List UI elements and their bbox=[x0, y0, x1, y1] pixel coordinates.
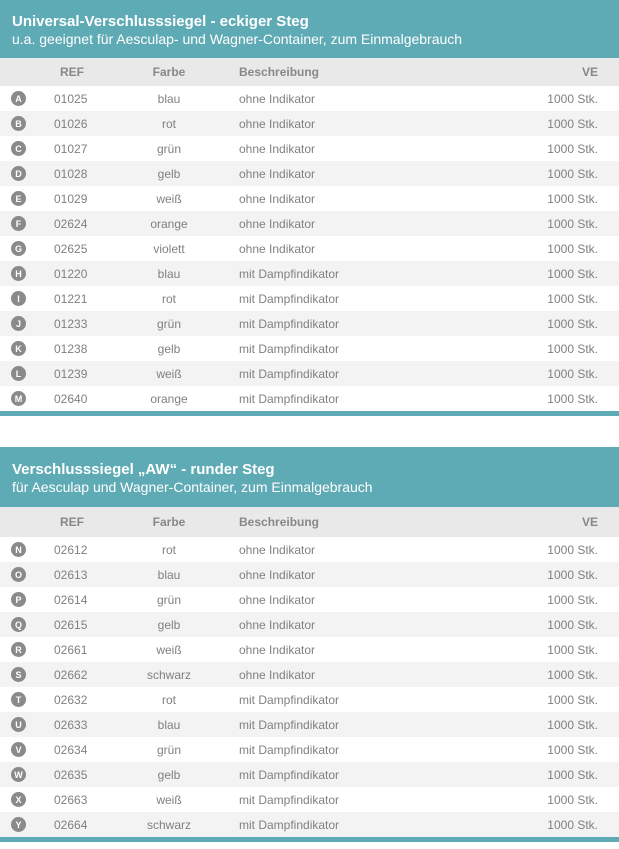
column-header-ve: VE bbox=[581, 65, 598, 79]
cell-farbe: weiß bbox=[156, 792, 182, 807]
table-row bbox=[0, 361, 619, 386]
cell-beschreibung: ohne Indikator bbox=[239, 91, 316, 106]
section-footer-bar bbox=[0, 411, 619, 416]
column-header-beschreibung: Beschreibung bbox=[239, 515, 320, 529]
cell-beschreibung: ohne Indikator bbox=[239, 542, 316, 557]
cell-beschreibung: ohne Indikator bbox=[239, 216, 316, 231]
row-letter-badge: U bbox=[11, 717, 26, 732]
cell-farbe: grün bbox=[156, 742, 182, 757]
cell-farbe: blau bbox=[157, 567, 181, 582]
table-row bbox=[0, 562, 619, 587]
cell-ref: 02612 bbox=[54, 542, 88, 557]
row-letter-badge: N bbox=[11, 542, 26, 557]
cell-farbe: gelb bbox=[157, 767, 181, 782]
cell-farbe: gelb bbox=[157, 341, 181, 356]
cell-ref: 02614 bbox=[54, 592, 88, 607]
table-body bbox=[0, 86, 619, 411]
table-row bbox=[0, 211, 619, 236]
table-row bbox=[0, 762, 619, 787]
cell-farbe: rot bbox=[161, 542, 176, 557]
cell-beschreibung: mit Dampfindikator bbox=[239, 316, 340, 331]
cell-farbe: rot bbox=[161, 116, 176, 131]
row-letter-badge: R bbox=[11, 642, 26, 657]
row-letter-badge: P bbox=[11, 592, 26, 607]
cell-ve: 1000 Stk. bbox=[547, 717, 598, 732]
row-letter-badge: C bbox=[11, 141, 26, 156]
cell-ve: 1000 Stk. bbox=[547, 341, 598, 356]
cell-ref: 02640 bbox=[54, 391, 88, 406]
row-letter-badge: M bbox=[11, 391, 26, 406]
table-row bbox=[0, 787, 619, 812]
cell-ve: 1000 Stk. bbox=[547, 642, 598, 657]
table-row bbox=[0, 286, 619, 311]
row-letter-badge: W bbox=[11, 767, 26, 782]
cell-ve: 1000 Stk. bbox=[547, 366, 598, 381]
row-letter-badge: K bbox=[11, 341, 26, 356]
table-row bbox=[0, 136, 619, 161]
cell-ref: 02613 bbox=[54, 567, 88, 582]
cell-beschreibung: mit Dampfindikator bbox=[239, 366, 340, 381]
cell-beschreibung: mit Dampfindikator bbox=[239, 767, 340, 782]
cell-ve: 1000 Stk. bbox=[547, 767, 598, 782]
cell-ref: 02664 bbox=[54, 817, 88, 832]
table-row bbox=[0, 261, 619, 286]
cell-ve: 1000 Stk. bbox=[547, 742, 598, 757]
cell-farbe: violett bbox=[153, 241, 185, 256]
table-row bbox=[0, 662, 619, 687]
row-letter-badge: J bbox=[11, 316, 26, 331]
cell-ve: 1000 Stk. bbox=[547, 617, 598, 632]
cell-ref: 01220 bbox=[54, 266, 88, 281]
column-header-row bbox=[0, 58, 619, 86]
row-letter-badge: A bbox=[11, 91, 26, 106]
cell-ve: 1000 Stk. bbox=[547, 191, 598, 206]
table-row bbox=[0, 86, 619, 111]
cell-beschreibung: ohne Indikator bbox=[239, 567, 316, 582]
cell-beschreibung: mit Dampfindikator bbox=[239, 341, 340, 356]
cell-ref: 02615 bbox=[54, 617, 88, 632]
column-header-ref: REF bbox=[60, 515, 84, 529]
cell-ref: 02624 bbox=[54, 216, 88, 231]
section-subtitle: für Aesculap und Wagner-Container, zum Einmalgebrauch bbox=[12, 479, 373, 495]
cell-ref: 02632 bbox=[54, 692, 88, 707]
cell-farbe: blau bbox=[157, 717, 181, 732]
table-row bbox=[0, 386, 619, 411]
cell-farbe: gelb bbox=[157, 166, 181, 181]
table-row bbox=[0, 186, 619, 211]
section-header bbox=[0, 0, 619, 58]
cell-farbe: schwarz bbox=[146, 667, 191, 682]
row-letter-badge: Q bbox=[11, 617, 26, 632]
section-title: Verschlusssiegel „AW“ - runder Steg bbox=[12, 461, 275, 478]
cell-ve: 1000 Stk. bbox=[547, 542, 598, 557]
cell-ve: 1000 Stk. bbox=[547, 291, 598, 306]
cell-beschreibung: mit Dampfindikator bbox=[239, 266, 340, 281]
row-letter-badge: X bbox=[11, 792, 26, 807]
cell-farbe: orange bbox=[150, 391, 188, 406]
table-row bbox=[0, 161, 619, 186]
cell-ref: 02635 bbox=[54, 767, 88, 782]
cell-beschreibung: ohne Indikator bbox=[239, 241, 316, 256]
table-row bbox=[0, 637, 619, 662]
column-header-farbe: Farbe bbox=[152, 65, 186, 79]
column-header-ve: VE bbox=[581, 515, 598, 529]
cell-ref: 01239 bbox=[54, 366, 88, 381]
cell-farbe: blau bbox=[157, 91, 181, 106]
cell-ref: 02663 bbox=[54, 792, 88, 807]
cell-farbe: blau bbox=[157, 266, 181, 281]
cell-beschreibung: ohne Indikator bbox=[239, 116, 316, 131]
cell-farbe: weiß bbox=[156, 191, 182, 206]
section-header bbox=[0, 447, 619, 507]
table-row bbox=[0, 587, 619, 612]
cell-ve: 1000 Stk. bbox=[547, 667, 598, 682]
cell-beschreibung: mit Dampfindikator bbox=[239, 692, 340, 707]
cell-ref: 01233 bbox=[54, 316, 88, 331]
column-header-ref: REF bbox=[60, 65, 84, 79]
cell-ve: 1000 Stk. bbox=[547, 391, 598, 406]
cell-ref: 01029 bbox=[54, 191, 88, 206]
cell-ref: 01026 bbox=[54, 116, 88, 131]
table-row bbox=[0, 612, 619, 637]
cell-farbe: rot bbox=[161, 291, 176, 306]
cell-beschreibung: mit Dampfindikator bbox=[239, 792, 340, 807]
cell-ve: 1000 Stk. bbox=[547, 817, 598, 832]
cell-farbe: grün bbox=[156, 141, 182, 156]
cell-beschreibung: ohne Indikator bbox=[239, 667, 316, 682]
row-letter-badge: L bbox=[11, 366, 26, 381]
cell-beschreibung: mit Dampfindikator bbox=[239, 291, 340, 306]
cell-ve: 1000 Stk. bbox=[547, 141, 598, 156]
cell-beschreibung: ohne Indikator bbox=[239, 141, 316, 156]
product-table-aw bbox=[0, 447, 619, 842]
cell-ve: 1000 Stk. bbox=[547, 216, 598, 231]
cell-ve: 1000 Stk. bbox=[547, 567, 598, 582]
cell-beschreibung: ohne Indikator bbox=[239, 642, 316, 657]
cell-beschreibung: mit Dampfindikator bbox=[239, 817, 340, 832]
column-header-beschreibung: Beschreibung bbox=[239, 65, 320, 79]
row-letter-badge: E bbox=[11, 191, 26, 206]
cell-farbe: weiß bbox=[156, 366, 182, 381]
cell-farbe: grün bbox=[156, 592, 182, 607]
cell-ref: 01028 bbox=[54, 166, 88, 181]
table-row bbox=[0, 311, 619, 336]
table-row bbox=[0, 712, 619, 737]
table-row bbox=[0, 687, 619, 712]
cell-beschreibung: mit Dampfindikator bbox=[239, 717, 340, 732]
cell-ve: 1000 Stk. bbox=[547, 692, 598, 707]
cell-ref: 02633 bbox=[54, 717, 88, 732]
cell-beschreibung: ohne Indikator bbox=[239, 166, 316, 181]
cell-ref: 01025 bbox=[54, 91, 88, 106]
row-letter-badge: T bbox=[11, 692, 26, 707]
table-row bbox=[0, 812, 619, 837]
table-row bbox=[0, 111, 619, 136]
column-header-farbe: Farbe bbox=[152, 515, 186, 529]
cell-beschreibung: mit Dampfindikator bbox=[239, 742, 340, 757]
table-row bbox=[0, 537, 619, 562]
cell-ref: 02662 bbox=[54, 667, 88, 682]
cell-ve: 1000 Stk. bbox=[547, 116, 598, 131]
section-footer-bar bbox=[0, 837, 619, 842]
cell-farbe: weiß bbox=[156, 642, 182, 657]
section-subtitle: u.a. geeignet für Aesculap- und Wagner-Container, zum Einmalgebrauch bbox=[12, 31, 463, 47]
cell-beschreibung: mit Dampfindikator bbox=[239, 391, 340, 406]
column-header-row bbox=[0, 507, 619, 537]
cell-ref: 01221 bbox=[54, 291, 88, 306]
cell-ve: 1000 Stk. bbox=[547, 91, 598, 106]
cell-ve: 1000 Stk. bbox=[547, 166, 598, 181]
cell-beschreibung: ohne Indikator bbox=[239, 191, 316, 206]
cell-ve: 1000 Stk. bbox=[547, 792, 598, 807]
row-letter-badge: B bbox=[11, 116, 26, 131]
row-letter-badge: D bbox=[11, 166, 26, 181]
row-letter-badge: Y bbox=[11, 817, 26, 832]
table-row bbox=[0, 737, 619, 762]
row-letter-badge: S bbox=[11, 667, 26, 682]
section-title: Universal-Verschlusssiegel - eckiger Steg bbox=[12, 13, 309, 30]
cell-ref: 01238 bbox=[54, 341, 88, 356]
cell-ve: 1000 Stk. bbox=[547, 241, 598, 256]
cell-farbe: gelb bbox=[157, 617, 181, 632]
product-table-universal bbox=[0, 0, 619, 416]
cell-farbe: orange bbox=[150, 216, 188, 231]
table-body bbox=[0, 537, 619, 837]
cell-beschreibung: ohne Indikator bbox=[239, 617, 316, 632]
cell-farbe: grün bbox=[156, 316, 182, 331]
row-letter-badge: I bbox=[11, 291, 26, 306]
cell-ve: 1000 Stk. bbox=[547, 266, 598, 281]
cell-ref: 02625 bbox=[54, 241, 88, 256]
table-row bbox=[0, 236, 619, 261]
row-letter-badge: G bbox=[11, 241, 26, 256]
cell-beschreibung: ohne Indikator bbox=[239, 592, 316, 607]
cell-ref: 01027 bbox=[54, 141, 88, 156]
cell-ve: 1000 Stk. bbox=[547, 316, 598, 331]
cell-ref: 02661 bbox=[54, 642, 88, 657]
cell-ve: 1000 Stk. bbox=[547, 592, 598, 607]
cell-ref: 02634 bbox=[54, 742, 88, 757]
row-letter-badge: O bbox=[11, 567, 26, 582]
cell-farbe: rot bbox=[161, 692, 176, 707]
row-letter-badge: V bbox=[11, 742, 26, 757]
row-letter-badge: F bbox=[11, 216, 26, 231]
cell-farbe: schwarz bbox=[146, 817, 191, 832]
table-row bbox=[0, 336, 619, 361]
row-letter-badge: H bbox=[11, 266, 26, 281]
